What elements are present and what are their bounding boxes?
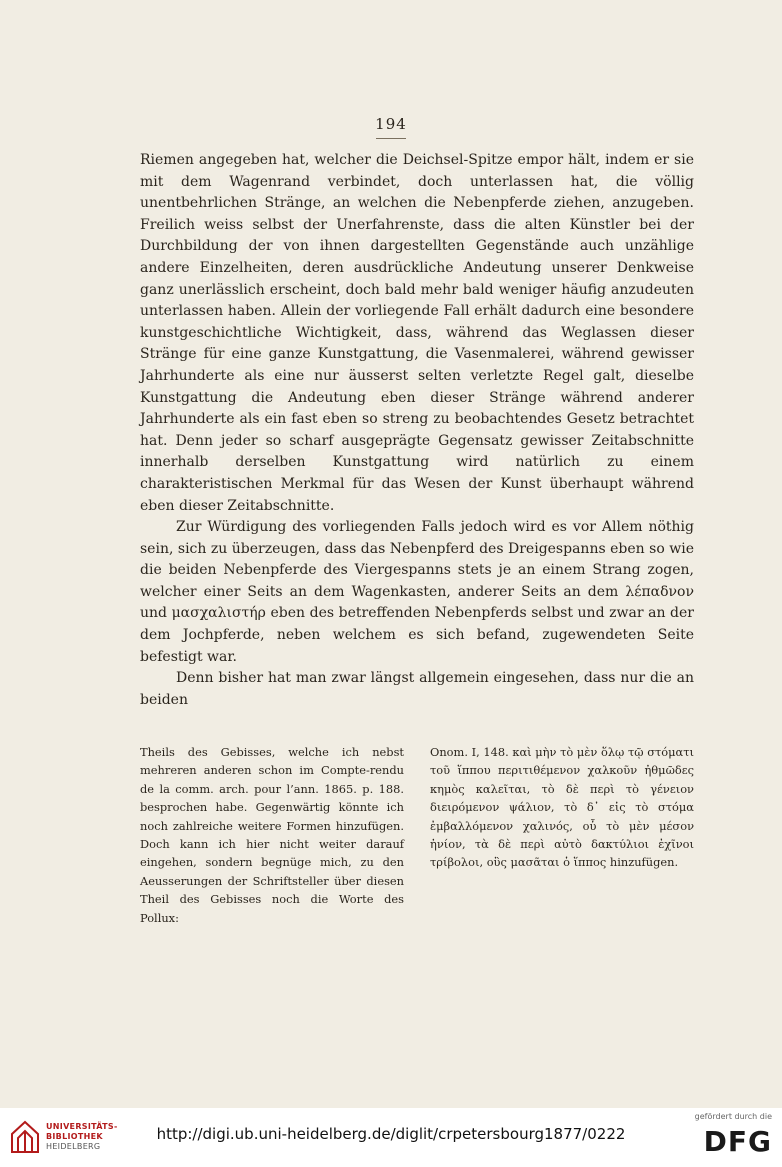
source-url[interactable]: http://digi.ub.uni-heidelberg.de/diglit/crpetersbourg1877/0222 — [156, 1125, 626, 1143]
page-number-rule — [376, 134, 406, 139]
footnote-right-column: Onom. I, 148. καὶ μὴν τὸ μὲν ὅλῳ τῷ στόματι τοῦ ἵππου περιτιθέμενον χαλκοῦν ἠθμῶδες κημὸς καλεῖται, τὸ δὲ περὶ τὸ γένειον διειρόμενον ψάλιον, τὸ δ᾽ εἰς τὸ στόμα ἐμβαλλόμενον χαλινός, οὗ τὸ μὲν μέσον ἡνίον, τὰ δὲ περὶ αὐτὸ δακτύλιοι ἐχῖνοι τρίβολοι, οὓς μασᾶται ὁ ἵππος hinzufügen. — [430, 745, 694, 870]
funded-by-label: gefördert durch die — [694, 1112, 772, 1121]
paragraph-3: Denn bisher hat man zwar längst allgemein eingesehen, dass nur die an beiden — [140, 670, 694, 708]
page-number: 194 — [375, 115, 407, 133]
footnote-left-column: Theils des Gebisses, welche ich nebst mehreren anderen schon im Compte-rendu de la comm. arch. pour l’ann. 1865. p. 188. besprochen habe. Gegenwärtig könnte ich noch zahlreiche weitere Formen hinzufügen. Doch kann ich hier nicht weiter darauf eingehen, sondern begnüge mich, zu den Aeusserungen der Schriftsteller über diesen Theil des Gebisses noch die Worte des Pollux: — [140, 745, 404, 925]
library-name-line1: UNIVERSITÄTS- — [46, 1122, 118, 1131]
paragraph-2: Zur Würdigung des vorliegenden Falls jedoch wird es vor Allem nöthig sein, sich zu überzeugen, dass das Nebenpferd des Dreigespanns eben so wie die beiden Nebenpferde des Viergespanns stets je an einem Strang zogen, welcher einer Seits an dem Wagenkasten, anderer Seits an dem λέπαδνον und μασχαλιστήρ eben des betreffenden Nebenpferds selbst und zwar an der dem Jochpferde, neben welchem es sich befand, zugewendeten Seite befestigt war. — [140, 519, 694, 665]
dfg-logo-block — [672, 1112, 772, 1164]
main-text — [140, 150, 694, 711]
footnotes — [140, 743, 694, 927]
paragraph-1: Riemen angegeben hat, welcher die Deichsel-Spitze empor hält, indem er sie mit dem Wagenrand verbindet, doch unterlassen hat, die völlig unentbehrlichen Stränge, an welchen die Nebenpferde ziehen, anzugeben. Freilich weiss selbst der Unerfahrenste, dass die alten Künstler bei der Durchbildung der von ihnen dargestellten Gegenstände auch unzählige andere Einzelheiten, deren ausdrückliche Andeutung unserer Denkweise ganz unerlässlich erscheint, doch bald mehr bald weniger häufig anzudeuten unterlassen haben. Allein der vorliegende Fall erhält dadurch eine besondere kunstgeschichtliche Wichtigkeit, dass, während das Weglassen dieser Stränge für eine ganze Kunstgattung, die Vasenmalerei, während gewisser Jahrhunderte als eine nur äusserst selten verletzte Regel galt, dieselbe Kunstgattung die Andeutung eben dieser Stränge während anderer Jahrhunderte als ein fast eben so streng zu beobachtendes Gesetz betrachtet hat. Denn jeder so scharf ausgeprägte Gegensatz gewisser Zeitabschnitte innerhalb derselben Kunstgattung wird natürlich zu einem charakteristischen Merkmal für das Wesen der Kunst überhaupt während eben dieser Zeitabschnitte. — [140, 152, 694, 514]
library-name-line2: BIBLIOTHEK — [46, 1132, 103, 1141]
dfg-logo: DFG — [703, 1125, 772, 1158]
footer-bar — [0, 1108, 782, 1167]
library-name-line3: HEIDELBERG — [46, 1142, 101, 1151]
